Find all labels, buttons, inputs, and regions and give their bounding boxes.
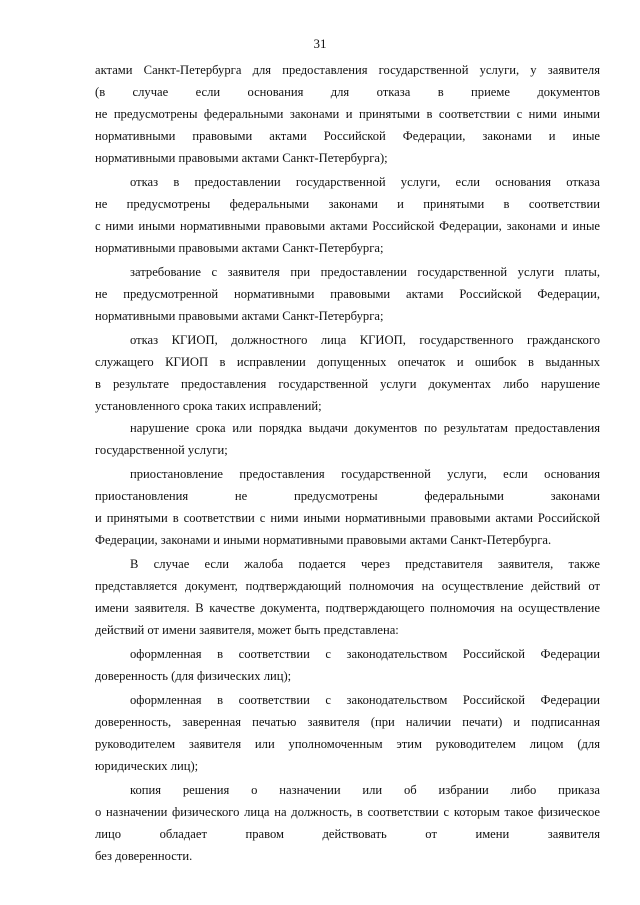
text-line: о назначении физического лица на должность, в соответствии с которым такое физическое — [95, 805, 600, 819]
text-line: и принятыми в соответствии с ними иными нормативными правовыми актами Российской — [95, 511, 600, 525]
text-line: установленного срока таких исправлений; — [95, 399, 322, 413]
text-line: оформленная в соответствии с законодательством Российской Федерации — [130, 693, 600, 707]
text-line: с ними иными нормативными правовыми актами Российской Федерации, законами и иные — [95, 219, 600, 233]
text-line: оформленная в соответствии с законодательством Российской Федерации — [130, 647, 600, 661]
text-line: нормативными правовыми актами Санкт-Петербурга; — [95, 241, 384, 255]
text-line: доверенность (для физических лиц); — [95, 669, 292, 683]
text-line: Федерации, законами и иными нормативными правовыми актами Санкт-Петербурга. — [95, 533, 552, 547]
text-line: представляется документ, подтверждающий полномочия на осуществление действий от — [95, 579, 600, 593]
text-line: доверенность, заверенная печатью заявителя (при наличии печати) и подписанная — [95, 715, 600, 729]
text-line: (в случае если основания для отказа в приеме документов — [95, 85, 600, 99]
text-line: копия решения о назначении или об избрании либо приказа — [130, 783, 600, 797]
text-line: нарушение срока или порядка выдачи документов по результатам предоставления — [130, 421, 600, 435]
text-line: В случае если жалоба подается через представителя заявителя, также — [130, 557, 600, 571]
text-line: не предусмотрены федеральными законами и принятыми в соответствии — [95, 197, 600, 211]
text-line: лицо обладает правом действовать от имени заявителя — [95, 827, 600, 841]
text-line: действий от имени заявителя, может быть представлена: — [95, 623, 399, 637]
text-line: отказ в предоставлении государственной услуги, если основания отказа — [130, 175, 600, 189]
text-line: не предусмотрены федеральными законами и принятыми в соответствии с ними иными — [95, 107, 600, 121]
text-line: без доверенности. — [95, 849, 193, 863]
text-line: руководителем заявителя или уполномоченным этим руководителем лицом (для — [95, 737, 600, 751]
text-line: служащего КГИОП в исправлении допущенных опечаток и ошибок в выданных — [95, 355, 600, 369]
text-line: затребование с заявителя при предоставлении государственной услуги платы, — [130, 265, 600, 279]
text-line: нормативными правовыми актами Санкт-Петербурга; — [95, 309, 384, 323]
text-line: в результате предоставления государственной услуги документах либо нарушение — [95, 377, 600, 391]
text-line: приостановление предоставления государственной услуги, если основания — [130, 467, 600, 481]
text-line: приостановления не предусмотрены федеральными законами — [95, 489, 600, 503]
text-line: актами Санкт-Петербурга для предоставления государственной услуги, у заявителя — [95, 63, 600, 77]
text-line: государственной услуги; — [95, 443, 228, 457]
text-line: не предусмотренной нормативными правовыми актами Российской Федерации, — [95, 287, 600, 301]
text-line: имени заявителя. В качестве документа, подтверждающего полномочия на осуществление — [95, 601, 600, 615]
text-line: нормативными правовыми актами Санкт-Петербурга); — [95, 151, 388, 165]
text-line: юридических лиц); — [95, 759, 199, 773]
text-line: нормативными правовыми актами Российской Федерации, законами и иные — [95, 129, 600, 143]
text-line: отказ КГИОП, должностного лица КГИОП, государственного гражданского — [130, 333, 600, 347]
page-number: 31 — [313, 36, 327, 51]
